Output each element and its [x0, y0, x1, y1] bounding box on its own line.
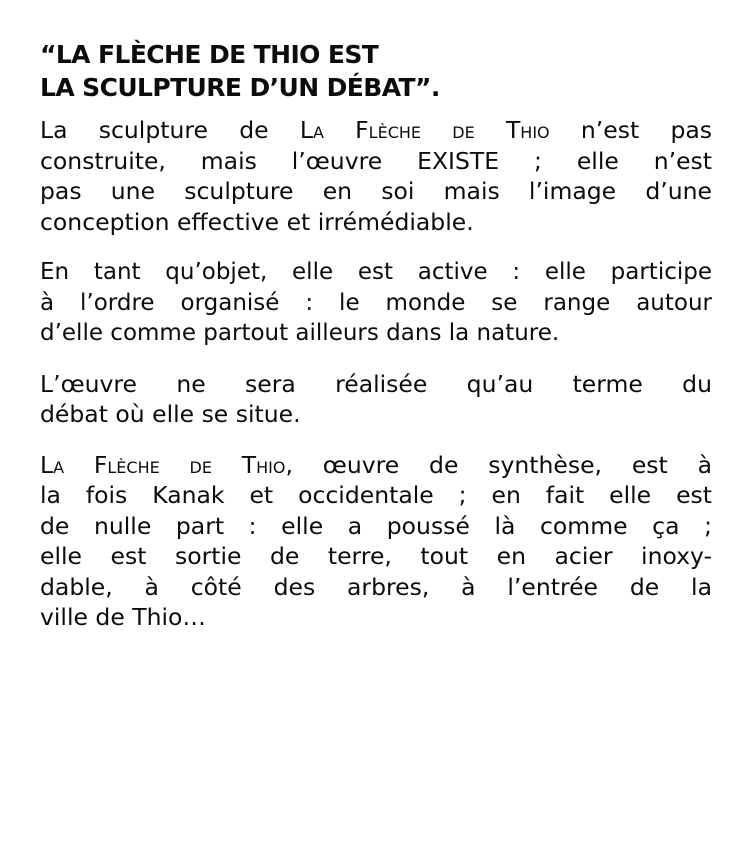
paragraph-line: En tant qu’objet, elle est active : elle participe: [40, 259, 712, 285]
paragraph-line: à l’ordre organisé : le monde se range autour: [40, 289, 712, 316]
heading: [40, 38, 712, 104]
text-run: La sculpture de: [40, 116, 300, 144]
paragraph-line: ville de Thio…: [40, 603, 206, 631]
artwork-title: La Flèche de Thio: [40, 450, 286, 479]
paragraph-2: [40, 257, 712, 349]
paragraph-line: construite, mais l’œuvre EXISTE ; elle n’est: [40, 146, 712, 175]
paragraph-line: la fois Kanak et occidentale ; en fait elle est: [40, 481, 712, 509]
document-page: [40, 38, 712, 653]
paragraph-line: conception effective et irrémédiable.: [40, 207, 474, 236]
paragraph-line: [40, 115, 712, 146]
heading-line-2: LA SCULPTURE D’UN DÉBAT”.: [40, 73, 440, 102]
paragraph-line: d’elle comme partout ailleurs dans la nature.: [40, 320, 560, 346]
paragraph-1: [40, 115, 712, 237]
paragraph-line: pas une sculpture en soi mais l’image d’une: [40, 177, 712, 205]
heading-line-1: “LA FLÈCHE DE THIO EST: [40, 40, 379, 69]
paragraph-line: de nulle part : elle a poussé là comme ça ;: [40, 511, 712, 540]
text-run: , œuvre de synthèse, est à: [285, 450, 712, 479]
artwork-title: La Flèche de Thio: [299, 116, 550, 144]
paragraph-4: [40, 450, 712, 633]
text-run: n’est pas: [549, 116, 713, 144]
paragraph-3: [40, 369, 712, 430]
paragraph-line: L’œuvre ne sera réalisée qu’au terme du: [40, 369, 712, 398]
paragraph-line: elle est sortie de terre, tout en acier inoxy-: [40, 542, 712, 570]
paragraph-line: [40, 450, 712, 481]
paragraph-line: débat où elle se situe.: [40, 400, 301, 428]
paragraph-line: dable, à côté des arbres, à l’entrée de la: [40, 572, 712, 601]
